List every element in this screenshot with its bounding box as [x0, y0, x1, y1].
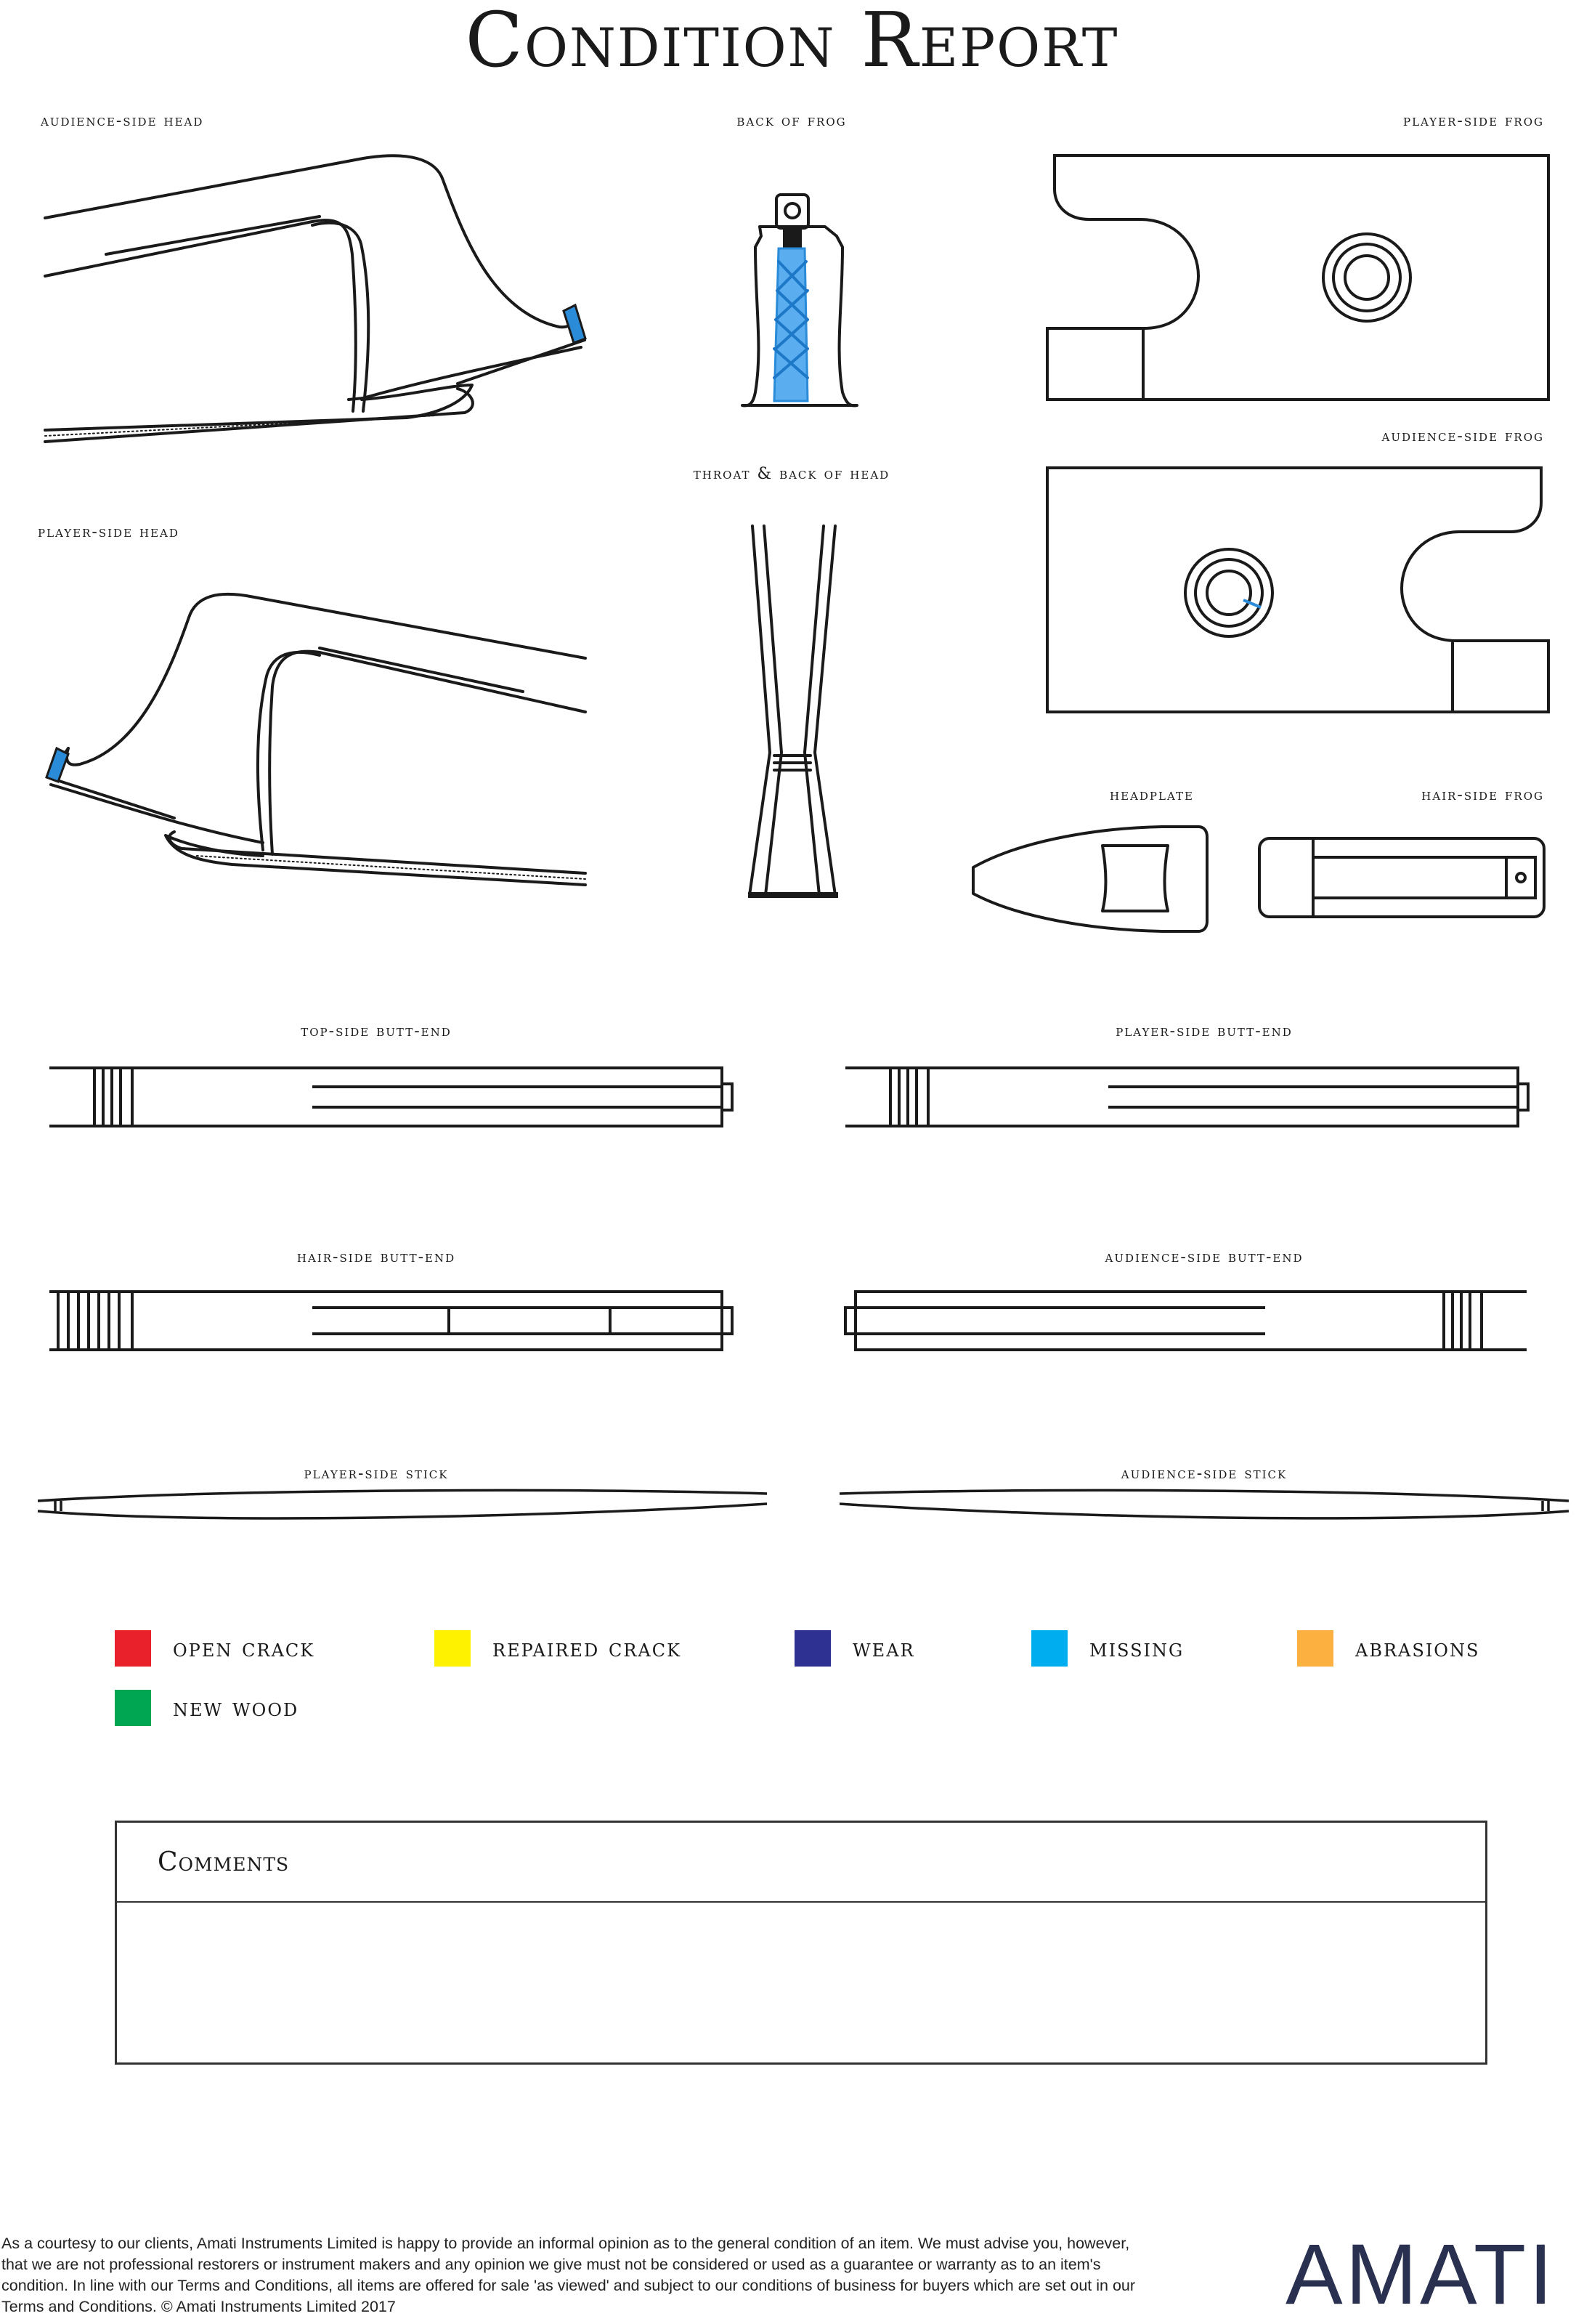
label-player-side-butt-end: player-side butt-end [1116, 1022, 1293, 1040]
swatch-new-wood [115, 1690, 151, 1726]
comments-title: Comments [158, 1847, 290, 1877]
legend-label: abrasions [1355, 1634, 1480, 1663]
legend-open-crack [115, 1630, 314, 1667]
swatch-open-crack [115, 1630, 151, 1667]
label-headplate: headplate [1110, 786, 1194, 804]
label-audience-side-head: audience-side head [41, 112, 204, 130]
label-hair-side-butt-end: hair-side butt-end [296, 1248, 456, 1266]
swatch-abrasions [1297, 1630, 1333, 1667]
label-hair-side-frog: hair-side frog [1421, 786, 1544, 804]
legend-label: repaired crack [492, 1634, 682, 1663]
comments-box [115, 1821, 1487, 2065]
legend-label: wear [853, 1634, 915, 1663]
amati-logo: AMATI [1286, 2227, 1556, 2323]
legend-new-wood [115, 1690, 298, 1726]
swatch-wear [795, 1630, 831, 1667]
label-audience-side-frog: audience-side frog [1381, 427, 1544, 445]
legend-label: missing [1089, 1634, 1185, 1663]
label-top-side-butt-end: top-side butt-end [301, 1022, 452, 1040]
disclaimer-text: As a courtesy to our clients, Amati Instruments Limited is happy to provide an informal opinion as to the general condition of an item. We must advise you, however, that we are not professional restorers or instrument makers and any opinion we give must not be considered or used as a guarantee or warranty as to an item's condition. In line with our Terms and Conditions, all items are offered for sale 'as viewed' and subject to our conditions of business for buyers which are set out in our Terms and Conditions. © Amati Instruments Limited 2017 [1, 2235, 1136, 2315]
label-back-of-frog: back of frog [736, 112, 847, 130]
swatch-repaired-crack [434, 1630, 471, 1667]
label-player-side-frog: player-side frog [1402, 112, 1544, 130]
legend-abrasions [1297, 1630, 1479, 1667]
label-player-side-head: player-side head [38, 523, 179, 541]
label-audience-side-butt-end: audience-side butt-end [1105, 1248, 1304, 1266]
swatch-missing [1031, 1630, 1068, 1667]
label-player-side-stick: player-side stick [304, 1465, 449, 1483]
legend-label: open crack [173, 1634, 315, 1663]
legend-repaired-crack [434, 1630, 681, 1667]
label-audience-side-stick: audience-side stick [1121, 1465, 1288, 1483]
legend-label: new wood [173, 1693, 299, 1722]
label-throat-back-of-head: throat & back of head [693, 465, 890, 483]
legend-wear [795, 1630, 915, 1667]
comments-header [117, 1823, 1485, 1903]
legend-missing [1031, 1630, 1184, 1667]
page-title: Condition Report [465, 0, 1119, 84]
comments-field[interactable] [117, 1903, 1485, 2062]
